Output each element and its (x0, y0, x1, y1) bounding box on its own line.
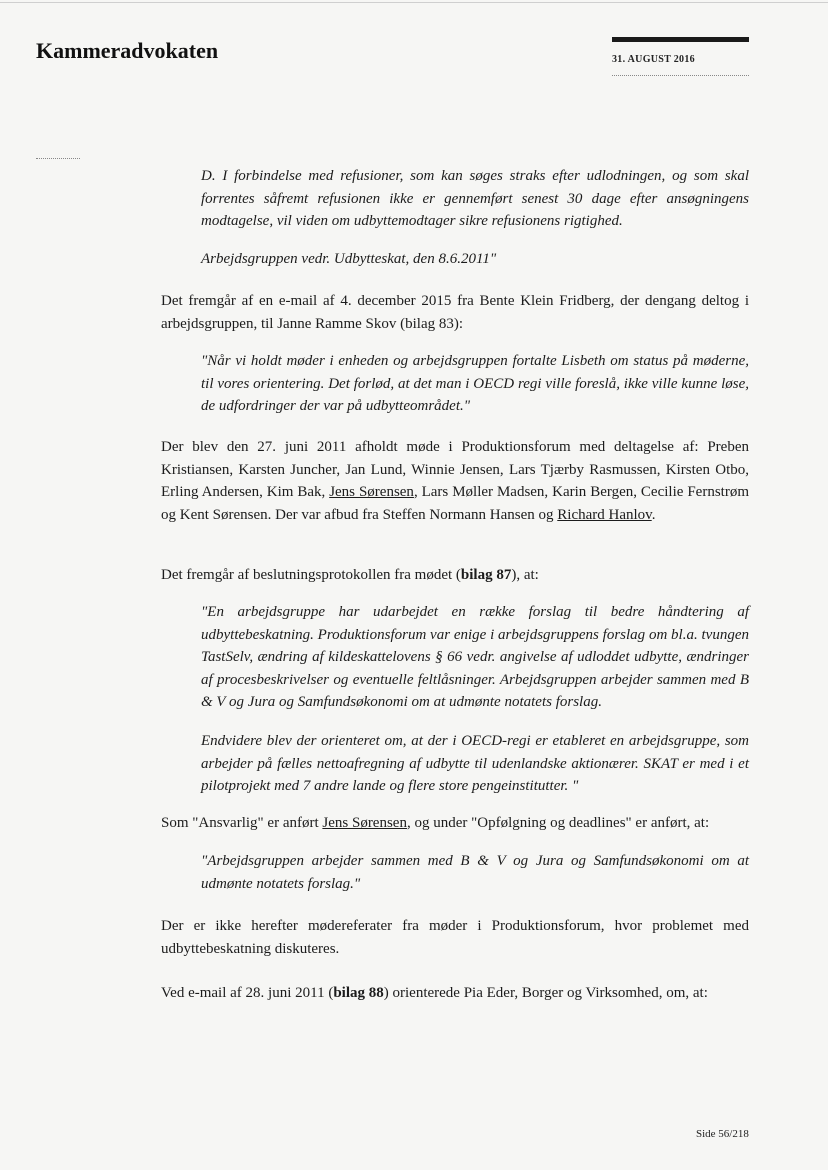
quote-protocol: "En arbejdsgruppe har udarbejdet en række forslag til bedre håndtering af udbyttebeskatning. Produktionsforum var enige i arbejdsgruppens forslag om bl.a. tvungen TastSelv, ændring af kildeskattelovens § 66 vedr. angivelse af udloddet udbytte, ændringer af procesbeskrivelser og eventuelle feltlåsninger. Arbejdsgruppen arbejder sammen med B & V og Jura og Samfundsøkonomi om at udmønte notatets forslag. (201, 604, 749, 710)
name-jens-sorensen-2: Jens Sørensen (322, 815, 407, 831)
name-jens-sorensen: Jens Sørensen (329, 484, 414, 500)
brand-title: Kammeradvokaten (36, 38, 219, 63)
quote-signature: Arbejdsgruppen vedr. Udbytteskat, den 8.6.2011" (201, 251, 497, 267)
paragraph-responsible-start: Som "Ansvarlig" er anført (161, 815, 323, 831)
header-date: 31. AUGUST 2016 (612, 54, 695, 65)
paragraph-meeting (161, 436, 749, 526)
quote-email: "Når vi holdt møder i enheden og arbejdsgruppen fortalte Lisbeth om status på møderne, til vores orientering. Det forlød, at det man i OECD regi ville foreslå, ikke ville kunne løse, de udfordringer der var på udbytteområdet." (201, 353, 749, 414)
bilag-87: bilag 87 (460, 567, 512, 583)
quote-refusion: D. I forbindelse med refusioner, som kan søges straks efter udlodningen, og som skal forrentes såfremt refusionen ikke er gennemført senest 30 dage efter ansøgningens modtagelse, vil viden om udbyttemodtager sikre refusionens rigtighed. (201, 168, 749, 229)
paragraph-meeting-start: Der blev den 27. juni 2011 afholdt møde i Produktionsforum med deltagelse af: Preben Kristiansen, Karsten Juncher, Jan Lund, Winnie Jensen, Lars Tjærby Rasmussen, Kirsten Otbo, Erling Andersen, Kim Bak, (161, 439, 749, 500)
paragraph-email: Det fremgår af en e-mail af 4. december 2015 fra Bente Klein Fridberg, der dengang deltog i arbejdsgruppen, til Janne Ramme Skov (bilag 83): (161, 293, 749, 332)
paragraph-protocol (161, 564, 749, 587)
quote-followup: "Arbejdsgruppen arbejder sammen med B & V og Jura og Samfundsøkonomi om at udmønte notatets forslag." (201, 853, 749, 892)
bilag-88: bilag 88 (333, 985, 384, 1001)
top-divider (0, 2, 828, 3)
paragraph-pia-eder (161, 982, 749, 1005)
quote-oecd: Endvidere blev der orienteret om, at der i OECD-regi er etableret en arbejdsgruppe, som arbejder på fælles nettoafregning af udbytte til udenlandske aktionærer. SKAT er med i et pilotprojekt med 7 andre lande og flere store pengeinstitutter. " (201, 733, 749, 794)
paragraph-responsible-end: , og under "Opfølgning og deadlines" er anført, at: (406, 815, 710, 831)
date-bar (612, 37, 749, 42)
paragraph-protocol-start: Det fremgår af beslutningsprotokollen fra mødet ( (161, 567, 461, 583)
paragraph-no-minutes: Der er ikke herefter mødereferater fra møder i Produktionsforum, hvor problemet med udbyttebeskatning diskuteres. (161, 918, 749, 957)
paragraph-pia-end: ) orienterede Pia Eder, Borger og Virksomhed, om, at: (383, 985, 708, 1001)
paragraph-meeting-end: . (651, 506, 656, 523)
margin-marker (36, 158, 80, 159)
page-number: Side 56/218 (696, 1128, 749, 1140)
paragraph-meeting-mid: , Lars Møller Madsen, Karin Bergen, Cecilie Fernstrøm og Kent Sørensen. Der var afbud fra Steffen Normann Hansen og (161, 484, 749, 523)
paragraph-pia-start: Ved e-mail af 28. juni 2011 ( (161, 985, 334, 1001)
name-richard-hanlov: Richard Hanlov (557, 506, 652, 523)
date-underline (612, 75, 749, 76)
paragraph-protocol-end: ), at: (511, 567, 539, 583)
paragraph-responsible (161, 812, 749, 835)
